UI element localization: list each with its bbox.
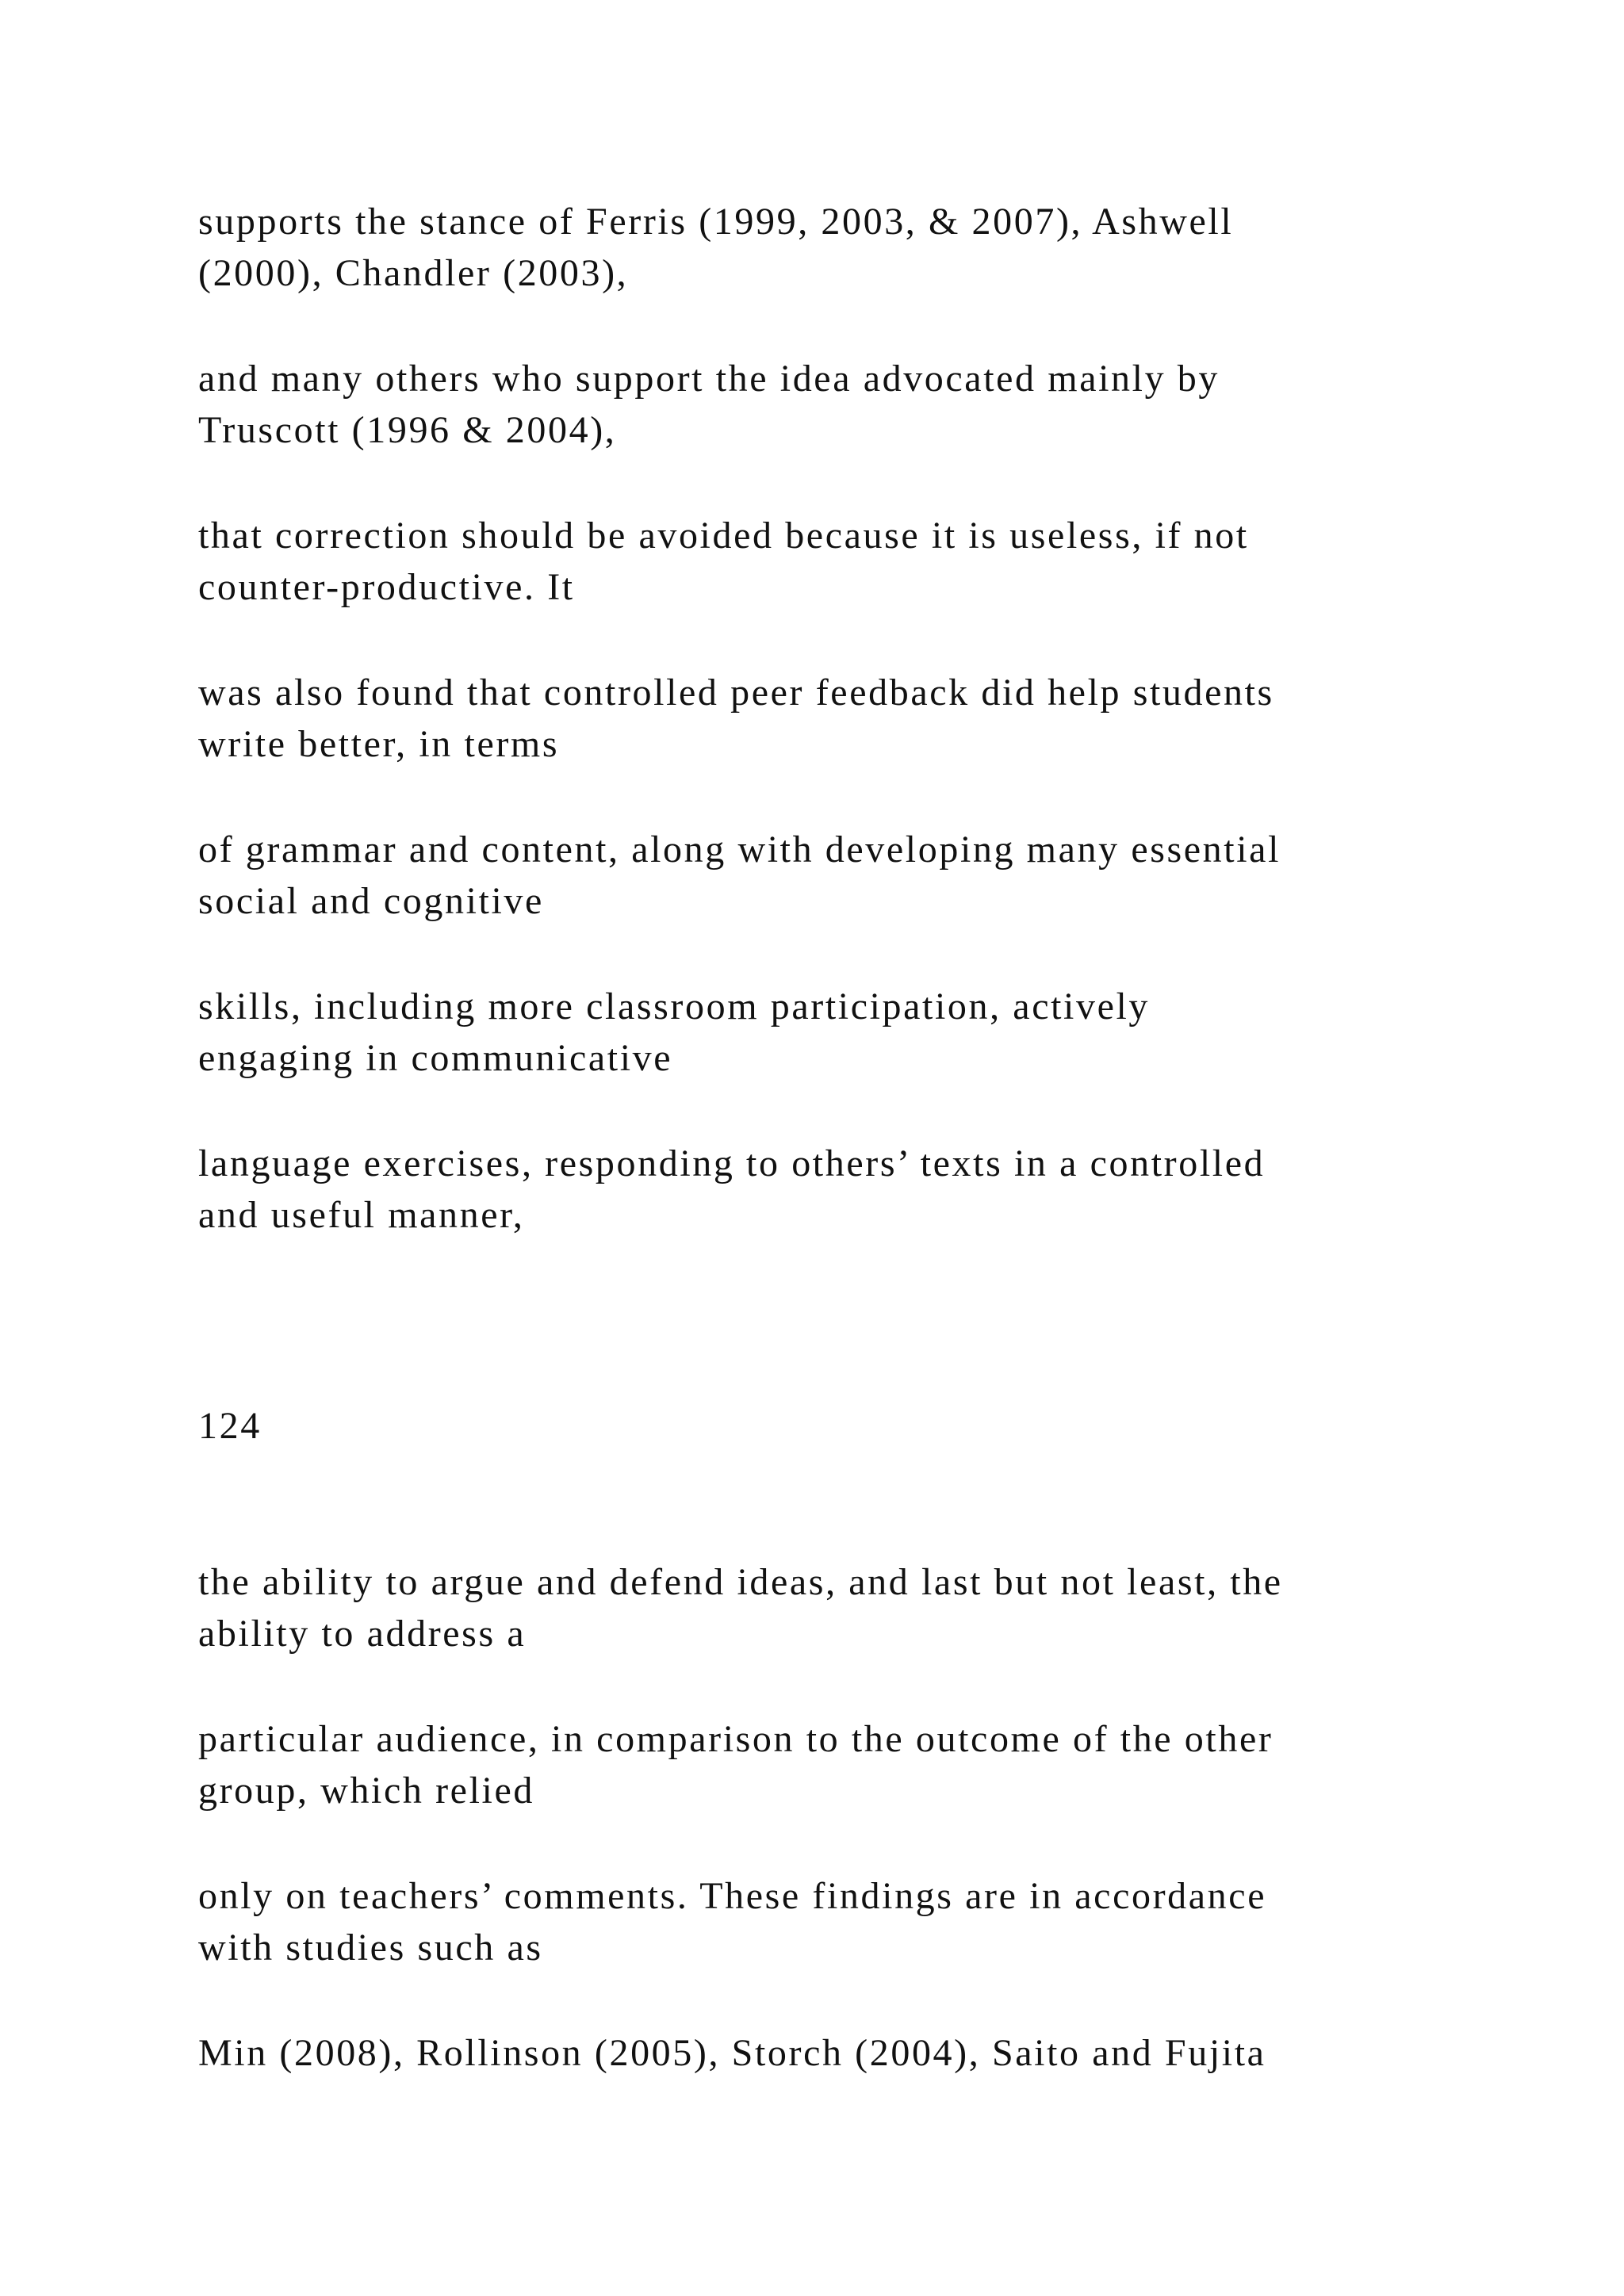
paragraph xyxy=(198,196,1467,299)
paragraph xyxy=(198,510,1467,613)
text-line: with studies such as xyxy=(198,1927,543,1969)
page-number: 124 xyxy=(198,1405,262,1447)
paragraph xyxy=(198,1713,1467,1816)
paragraph xyxy=(198,1556,1467,1659)
text-line: Min (2008), Rollinson (2005), Storch (2004), Saito and Fujita xyxy=(198,2032,1266,2074)
text-line: ability to address a xyxy=(198,1613,527,1655)
paragraph xyxy=(198,667,1467,770)
text-line: was also found that controlled peer feedback did help students xyxy=(198,672,1274,714)
text-line: group, which relied xyxy=(198,1770,534,1812)
paragraph xyxy=(198,981,1467,1084)
paragraph xyxy=(198,1138,1467,1241)
text-line: Truscott (1996 & 2004), xyxy=(198,409,617,451)
paragraph xyxy=(198,1870,1467,1973)
paragraph xyxy=(198,824,1467,927)
text-line: only on teachers’ comments. These findings are in accordance xyxy=(198,1875,1267,1917)
text-line: of grammar and content, along with developing many essential xyxy=(198,828,1281,871)
text-line: language exercises, responding to others’ texts in a controlled xyxy=(198,1142,1266,1184)
text-line: engaging in communicative xyxy=(198,1037,673,1079)
text-line: skills, including more classroom participation, actively xyxy=(198,985,1151,1027)
text-line: (2000), Chandler (2003), xyxy=(198,252,629,294)
text-line: write better, in terms xyxy=(198,723,560,765)
paragraph xyxy=(198,2027,1467,2079)
paragraph xyxy=(198,353,1467,456)
text-line: that correction should be avoided because it is useless, if not xyxy=(198,515,1249,557)
text-line: counter-productive. It xyxy=(198,566,575,608)
text-line: the ability to argue and defend ideas, and last but not least, the xyxy=(198,1561,1283,1603)
text-line: supports the stance of Ferris (1999, 2003, & 2007), Ashwell xyxy=(198,201,1234,243)
text-line: and many others who support the idea advocated mainly by xyxy=(198,358,1220,400)
text-line: and useful manner, xyxy=(198,1194,525,1236)
text-line: particular audience, in comparison to the outcome of the other xyxy=(198,1718,1274,1760)
text-line: social and cognitive xyxy=(198,880,544,922)
